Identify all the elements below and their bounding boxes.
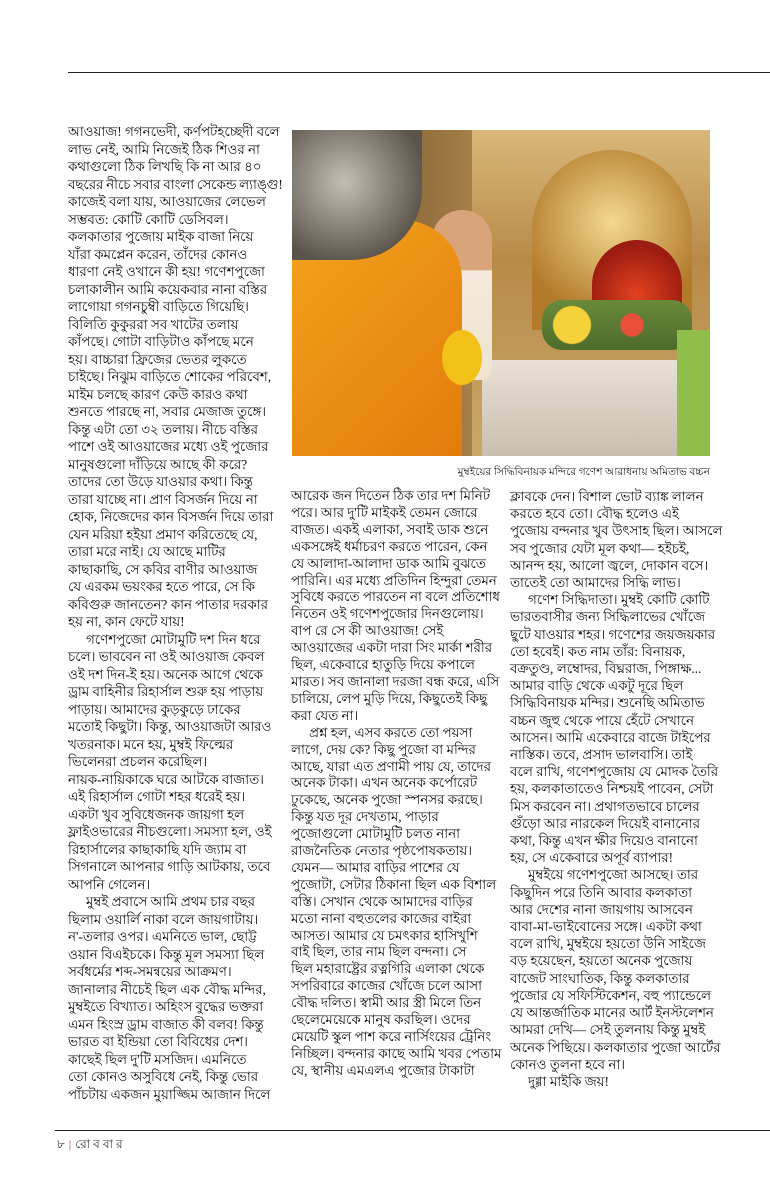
text-line: সুবিধে করতে পারতেন না বলে প্রতিশোধ xyxy=(291,589,500,605)
article-column-3 xyxy=(510,488,728,1090)
text-line: তো হবেই। কত নাম তাঁর: বিনায়ক, xyxy=(510,643,686,659)
text-line: আপনি গেলেন। xyxy=(68,876,151,892)
text-line: নাস্তিক। তবে, প্রসাদ ভালবাসি। তাই xyxy=(510,747,693,763)
text-line: শুনতে পারছে না, সবার মেজাজ তুঙ্গে। xyxy=(68,404,267,419)
text-line: গুঁড়ো আর নারকেল দিয়েই বানানোর xyxy=(510,815,700,831)
photo-caption: মুম্বইয়ের সিদ্ধিবিনায়ক মন্দিরে গণেশ আরাধনায় অমিতাভ বচ্চন xyxy=(457,467,710,478)
text-line: একসঙ্গেই ধর্মাচরণ করতে পারেন, কেন xyxy=(291,538,488,554)
flower-garlands xyxy=(542,300,692,350)
text-line: সিদ্ধিবিনায়ক মন্দির। শুনেছি অমিতাভ xyxy=(510,695,705,711)
text-line: হোক, নিজেদের কান বিসর্জন দিয়ে তারা xyxy=(68,509,274,524)
article-paragraph xyxy=(510,1073,728,1090)
text-line: আওয়াজ! গগনভেদী, কর্ণপটহচ্ছেদী বলে xyxy=(68,124,280,139)
text-line: ছুটে যাওয়ার শহর। গণেশের জয়জয়কার xyxy=(510,626,716,642)
text-line: চলে। ভাববেন না ওই আওয়াজ কেবল xyxy=(68,649,265,664)
article-paragraph xyxy=(510,591,728,866)
text-line: খতরনাক। মনে হয়, মুম্বই ফিল্মের xyxy=(68,736,234,752)
text-line: পাশে ওই আওয়াজের মধ্যে ওই পুজোর xyxy=(68,439,269,454)
text-line: একটা খুব সুবিধেজনক জায়গা হল xyxy=(68,806,245,822)
text-line: ড্রাম বাহিনীর রিহার্সাল শুরু হয় পাড়ায় xyxy=(68,684,264,699)
text-line: মুম্বইতে বিখ্যাত। অহিংস বুদ্ধের ভক্তরা xyxy=(68,999,264,1014)
text-line: জানালার নীচেই ছিল এক বৌদ্ধ মন্দির, xyxy=(68,981,266,997)
text-line: মুম্বইয়ে গণেশপুজো আসছে। তার xyxy=(528,867,699,883)
text-line: যে আন্তর্জাতিক মানের আর্ট ইনস্টলেশন xyxy=(510,1005,714,1021)
text-line: রিহার্সালের কাছাকাছি যদি জ্যাম বা xyxy=(68,841,247,857)
text-line: করা যেত না। xyxy=(291,707,359,723)
text-line: যাঁরা কমপ্লেন করেন, তাঁদের কোনও xyxy=(68,246,248,262)
text-line: কলকাতার পুজোয় মাইক বাজা নিয়ে xyxy=(68,229,254,244)
text-line: বাই ছিল, তার নাম ছিল বন্দনা। সে xyxy=(291,944,467,960)
altar xyxy=(482,360,710,456)
text-line: মারত। সব জানালা দরজা বন্ধ করে, এসি xyxy=(291,673,500,689)
text-line: মতোই কিছুটা। কিন্তু, আওয়াজটা আরও xyxy=(68,719,272,734)
text-line: ন'-তলার ওপর। এমনিতে ভাল, ছোট্ট xyxy=(68,929,257,944)
text-line: আমরা দেখি— সেই তুলনায় কিন্তু মুম্বই xyxy=(510,1022,706,1038)
text-line: ফ্লাইওভারের নীচগুলো। সমস্যা হল, ওই xyxy=(68,824,272,839)
text-line: বাবা-মা-ভাইবোনের সঙ্গে। একটা কথা xyxy=(510,919,702,935)
text-line: নিতেন ওই গণেশপুজোর দিনগুলোয়। xyxy=(291,606,484,622)
text-line: বলে রাখি, গণেশপুজোয় যে মোদক তৈরি xyxy=(510,764,719,780)
text-line: অনেক পিছিয়ে। কলকাতার পুজো আর্টের xyxy=(510,1039,721,1055)
text-line: সম্ভবত: কোটি কোটি ডেসিবল। xyxy=(68,211,229,227)
text-line: পাড়ায়। আমাদের কুড়কুড়ে ঢাকের xyxy=(68,701,241,717)
page-number: ৮ xyxy=(57,1137,65,1151)
text-line: ভারতবাসীর জন্য সিদ্ধিলাভের খোঁজে xyxy=(510,609,705,625)
text-line: বাজেট সাংঘাতিক, কিন্তু কলকাতার xyxy=(510,970,690,986)
page-footer xyxy=(57,1136,123,1156)
text-line: পরে। আর দু'টি মাইকই তেমন জোরে xyxy=(291,504,478,520)
text-line: হয়, কলকাতাতেও নিশ্চয়ই পাবেন, সেটা xyxy=(510,781,714,797)
footer-rule xyxy=(55,1130,770,1131)
text-line: তো কোনও অসুবিধে নেই, কিন্তু ভোর xyxy=(68,1069,259,1084)
text-line: সিগনালে আপনার গাড়ি আটকায়, তবে xyxy=(68,859,271,874)
text-line: ওয়ান বিএইচকে। কিন্তু মূল সমস্যা ছিল xyxy=(68,946,265,962)
text-line: পারিনি। এর মধ্যে প্রতিদিন হিন্দুরা তেমন xyxy=(291,572,497,588)
text-line: প্রশ্ন হল, এসব করতে তো পয়সা xyxy=(309,724,473,740)
header-rule xyxy=(68,72,770,73)
text-line: করতে হবে তো। বৌদ্ধ হলেও এই xyxy=(510,506,679,522)
text-line: চাইছে। নিঝুম বাড়িতে শোকের পরিবেশ, xyxy=(68,369,272,384)
text-line: কবিগুরু জানতেন? কান পাতার দরকার xyxy=(68,596,268,612)
article-column-1 xyxy=(68,123,284,1103)
text-line: তারা যাচ্ছে না। প্রাণ বিসর্জন দিয়ে না xyxy=(68,491,258,507)
text-line: ঢুকেছে, অনেক পুজো স্পনসর করছে। xyxy=(291,792,483,808)
text-line: হয় না, কান ফেটে যায়! xyxy=(68,614,185,629)
text-line: আর দেশের নানা জায়গায় আসবেন xyxy=(510,901,693,917)
text-line: পুজোর যে সফিস্টিকেশন, বহু প্যান্ডেলে xyxy=(510,987,711,1003)
text-line: বিলিতি কুকুররা সব খাটের তলায় xyxy=(68,316,239,332)
text-line: যে আলাদা-আলাদা ডাক আমি বুঝতে xyxy=(291,555,486,571)
text-line: তারা মরে নাই। যে আছে মাটির xyxy=(68,544,226,559)
text-line: সপরিবারে কাজের খোঁজে চলে আসা xyxy=(291,978,482,994)
text-line: কাছেই ছিল দু'টি মসজিদ। এমনিতে xyxy=(68,1051,247,1067)
text-line: ভিলেনরা প্রচলন করেছিল। xyxy=(68,754,208,769)
text-line: আওয়াজের একটা দারা সিং মার্কা শরীর xyxy=(291,640,493,656)
text-line: কথা, কিন্তু এখন ক্ষীর দিয়েও বানানো xyxy=(510,833,698,849)
magazine-name: রো ব বা র xyxy=(75,1137,123,1151)
text-line: রাজনৈতিক নেতার পৃষ্ঠপোষকতায়। xyxy=(291,843,473,859)
text-line: মাইম চলছে কারণ কেউ কারও কথা xyxy=(68,386,248,402)
text-line: আছে, যারা এত প্রণামী পায় যে, তাদের xyxy=(291,758,491,774)
text-line: ধারণা নেই ওখানে কী হয়! গণেশপুজো xyxy=(68,264,265,279)
text-line: মুম্বই প্রবাসে আমি প্রথম চার বছর xyxy=(86,894,255,909)
text-line: লাগে, দেয় কে? কিছু পুজো বা মন্দির xyxy=(291,741,476,757)
green-sari xyxy=(677,330,710,456)
text-line: লাগোয়া গগনচুম্বী বাড়িতে গিয়েছি। xyxy=(68,299,249,314)
text-line: বস্তি। সেখান থেকে আমাদের বাড়ির xyxy=(291,893,473,909)
text-line: আমার বাড়ি থেকে একটু দূরে ছিল xyxy=(510,678,684,694)
text-line: এমন হিংস্র ড্রাম বাজাত কী বলব! কিন্তু xyxy=(68,1016,264,1032)
text-line: কাঁপছে। গোটা বাড়িটাও কাঁপছে মনে xyxy=(68,334,254,349)
text-line: লাভ নেই, আমি নিজেই ঠিক শিওর না xyxy=(68,141,260,157)
text-line: পুজোয় বন্দনার খুব উৎসাহ ছিল। আসলে xyxy=(510,523,723,539)
text-line: পাঁচটায় একজন মুয়াজ্জিম আজান দিলে xyxy=(68,1086,271,1102)
text-line: কিন্তু এটা তো ৩২ তলায়। নীচে বস্তির xyxy=(68,421,258,437)
text-line: মতো নানা বহুতলের কাজের বাইরা xyxy=(291,910,472,926)
article-paragraph xyxy=(291,725,503,1080)
text-line: মানুষগুলো দাঁড়িয়ে আছে কী করে? xyxy=(68,456,248,472)
text-line: ছিল, একেবারে হাতুড়ি দিয়ে কপালে xyxy=(291,657,475,673)
text-line: নায়ক-নায়িকাকে ঘরে আটকে বাজাত। xyxy=(68,771,264,787)
text-line: ছিলাম ওয়ার্লি নাকা বলে জায়গাটায়। xyxy=(68,911,259,927)
text-line: যেমন— আমার বাড়ির পাশের যে xyxy=(291,859,460,875)
text-line: কাজেই বলা যায়, আওয়াজের লেভেল xyxy=(68,194,266,209)
text-line: বক্রতুণ্ড, লম্বোদর, বিঘ্নরাজ, পিঙ্গাক্ষ... xyxy=(510,661,702,677)
text-line: আনন্দ হয়, আলো জ্বলে, দোকান বসে। xyxy=(510,557,709,573)
text-line: বলে রাখি, মুম্বইয়ে হয়তো উনি সাইজে xyxy=(510,936,706,952)
text-line: হয়। বাচ্চারা ফ্রিজের ভেতর লুকতে xyxy=(68,351,247,367)
text-line: ছিল মহারাষ্ট্রের রত্নগিরি এলাকা থেকে xyxy=(291,961,485,977)
text-line: কোনও তুলনা হবে না। xyxy=(510,1056,626,1072)
text-line: বছরের নীচে সবার বাংলা সেকেন্ড ল্যাঙ্গু! xyxy=(68,176,283,192)
text-line: অনেক টাকা। এখন অনেক কর্পোরেট xyxy=(291,775,478,791)
text-line: গণেশ সিদ্ধিদাতা। মুম্বই কোটি কোটি xyxy=(528,592,710,608)
text-line: কিছুদিন পরে তিনি আবার কলকাতা xyxy=(510,884,692,900)
text-line: যেন মরিয়া হইয়া প্রমাণ করিতেছে যে, xyxy=(68,526,258,542)
text-line: বচ্চন জুহু থেকে পায়ে হেঁটে সেখানে xyxy=(510,712,695,728)
text-line: মেয়েটি স্কুল পাশ করে নার্সিংয়ের ট্রেনিং xyxy=(291,1029,492,1044)
text-line: আসত। আমার যে চমৎকার হাসিখুশি xyxy=(291,927,478,943)
text-line: কথাগুলো ঠিক লিখছি কি না আর ৪০ xyxy=(68,159,262,174)
text-line: তাদের তো উড়ে যাওয়ার কথা। কিন্তু xyxy=(68,474,253,489)
text-line: চলাকালীন আমি কয়েকবার নানা বস্তির xyxy=(68,281,268,297)
coconut-offering xyxy=(442,330,482,385)
text-line: বাপ রে সে কী আওয়াজ! সেই xyxy=(291,623,444,639)
footer-separator: | xyxy=(68,1137,72,1151)
text-line: পুজোটা, সেটার ঠিকানা ছিল এক বিশাল xyxy=(291,876,497,892)
article-paragraph xyxy=(510,866,728,1072)
text-line: এই রিহার্সাল গোটা শহর ধরেই হয়। xyxy=(68,789,246,804)
text-line: দুগ্গা মাইকি জয়! xyxy=(528,1073,609,1089)
text-line: আরেক জন দিতেন ঠিক তার দশ মিনিট xyxy=(291,488,491,503)
text-line: যে এরকম ভয়ংকর হতে পারে, সে কি xyxy=(68,579,255,594)
article-paragraph xyxy=(510,488,728,591)
text-line: পুজোগুলো মোটামুটি চলত নানা xyxy=(291,826,460,842)
text-line: ক্লাবকে দেন। বিশাল ভোট ব্যাঙ্ক লালন xyxy=(510,489,704,504)
text-line: সব পুজোর যেটা মূল কথা— হইচই, xyxy=(510,540,690,556)
text-line: সর্বধর্মের শব্দ-সমন্বয়ের আক্রমণ। xyxy=(68,964,232,979)
article-paragraph xyxy=(68,893,284,1103)
text-line: হয়, সে একেবারে অপূর্ব ব্যাপার! xyxy=(510,850,674,866)
article-photo xyxy=(292,130,710,456)
text-line: কিন্তু যত দূর দেখতাম, পাড়ার xyxy=(291,809,439,825)
text-line: ওই দশ দিন-ই হয়। অনেক আগে থেকে xyxy=(68,666,263,682)
text-line: নিচ্ছিল। বন্দনার কাছে আমি খবর পেতাম xyxy=(291,1045,502,1061)
text-line: যে, স্থানীয় এমএলএ পুজোর টাকাটা xyxy=(291,1062,475,1078)
text-line: মিস করবেন না। প্রথাগতভাবে চালের xyxy=(510,798,700,814)
article-paragraph xyxy=(68,631,284,894)
text-line: আসেন। আমি একেবারে বাজে টাইপের xyxy=(510,729,711,745)
text-line: কাছাকাছি, সে কবির বাণীর আওয়াজ xyxy=(68,561,258,577)
article-column-2 xyxy=(291,488,503,1080)
text-line: গণেশপুজো মোটামুটি দশ দিন ধরে xyxy=(86,631,261,647)
text-line: বড় হয়েছেন, হয়তো অনেক পুজোয় xyxy=(510,953,693,969)
text-line: বাজত। একই এলাকা, সবাই ডাক শুনে xyxy=(291,521,489,537)
text-line: বৌদ্ধ দলিত। স্বামী আর স্ত্রী মিলে তিন xyxy=(291,995,482,1011)
text-line: ছেলেমেয়েকে মানুষ করছিল। ওদের xyxy=(291,1012,471,1028)
text-line: তাতেই তো আমাদের সিদ্ধি লাভ। xyxy=(510,575,681,591)
article-paragraph xyxy=(68,123,284,631)
text-line: ভারত বা ইন্ডিয়া তো বিবিধের দেশ। xyxy=(68,1034,248,1049)
article-paragraph xyxy=(291,488,503,725)
text-line: চালিয়ে, লেপ মুড়ি দিয়ে, কিছুতেই কিছু xyxy=(291,690,488,706)
